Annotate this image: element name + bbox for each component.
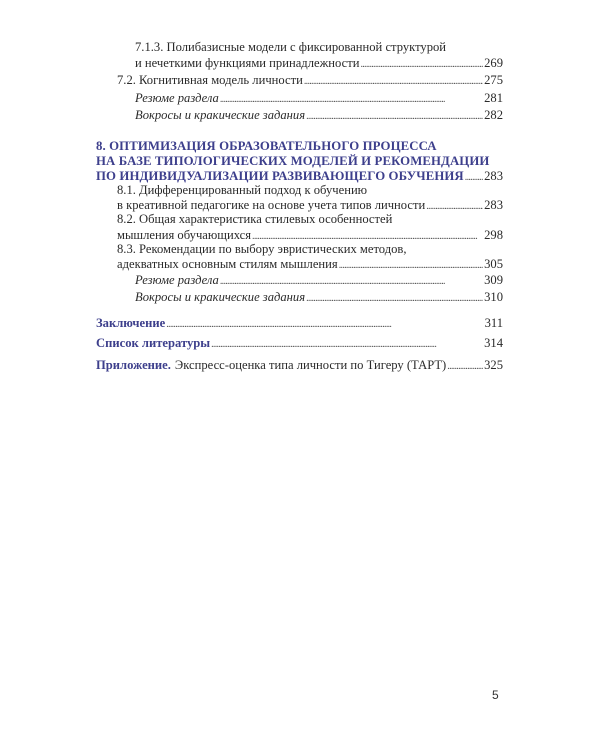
page-number: 5 bbox=[492, 688, 499, 702]
toc-83-line1: 8.3. Рекомендации по выбору эвристических методов, bbox=[117, 242, 407, 256]
toc-entry-8-summary[interactable] bbox=[135, 273, 503, 289]
toc-page-number: 275 bbox=[484, 73, 503, 87]
toc-713-line1: 7.1.3. Полибазисные модели с фиксированной структурой bbox=[135, 40, 447, 54]
toc-page-number: 283 bbox=[484, 198, 503, 212]
toc-appendix-text: Экспресс-оценка типа личности по Тигеру (ТАРТ) bbox=[174, 358, 447, 372]
toc-page-number: 283 bbox=[484, 169, 503, 183]
toc-82-line2: мышления обучающихся bbox=[117, 228, 252, 242]
leader-dots bbox=[304, 73, 483, 89]
toc-81-line2: в креативной педагогике на основе учета типов личности bbox=[117, 198, 426, 212]
leader-dots bbox=[220, 91, 483, 107]
leader-dots bbox=[211, 336, 483, 352]
toc-page-number: 298 bbox=[484, 228, 503, 242]
toc-conclusion-text: Заключение bbox=[96, 316, 166, 330]
toc-page-number: 310 bbox=[484, 290, 503, 304]
toc-713-line2: и нечеткими функциями принадлежности bbox=[135, 56, 360, 70]
leader-dots bbox=[447, 358, 483, 374]
toc-page-number: 309 bbox=[484, 273, 503, 287]
toc-entry-references[interactable] bbox=[96, 336, 503, 352]
toc-7-summary-text: Резюме раздела bbox=[135, 91, 219, 105]
toc-83-line2: адекватных основным стилям мышления bbox=[117, 257, 338, 271]
leader-dots bbox=[339, 257, 483, 273]
toc-entry-83[interactable] bbox=[117, 257, 503, 273]
leader-dots bbox=[166, 316, 483, 332]
chapter-8-title-line3: ПО ИНДИВИДУАЛИЗАЦИИ РАЗВИВАЮЩЕГО ОБУЧЕНИЯ bbox=[96, 169, 464, 183]
leader-dots bbox=[220, 273, 483, 289]
leader-dots bbox=[306, 290, 483, 306]
toc-page-number: 269 bbox=[484, 56, 503, 70]
toc-page-number: 314 bbox=[484, 336, 503, 350]
toc-entry-7-summary[interactable] bbox=[135, 91, 503, 107]
chapter-8-title-line2: НА БАЗЕ ТИПОЛОГИЧЕСКИХ МОДЕЛЕЙ И РЕКОМЕНДАЦИИ bbox=[96, 154, 490, 168]
toc-page-number: 282 bbox=[484, 108, 503, 122]
toc-page-number: 311 bbox=[484, 316, 503, 330]
toc-entry-7-questions[interactable] bbox=[135, 108, 503, 124]
toc-entry-appendix[interactable] bbox=[96, 358, 503, 374]
toc-entry-713[interactable] bbox=[135, 56, 503, 72]
leader-dots bbox=[306, 108, 483, 124]
toc-entry-8-questions[interactable] bbox=[135, 290, 503, 306]
toc-entry-72[interactable] bbox=[117, 73, 503, 89]
toc-7-questions-text: Вокросы и кракические задания bbox=[135, 108, 306, 122]
toc-page-number: 325 bbox=[484, 358, 503, 372]
toc-8-summary-text: Резюме раздела bbox=[135, 273, 219, 287]
leader-dots bbox=[465, 169, 483, 185]
toc-entry-conclusion[interactable] bbox=[96, 316, 503, 332]
chapter-8-title-line1: 8. ОПТИМИЗАЦИЯ ОБРАЗОВАТЕЛЬНОГО ПРОЦЕССА bbox=[96, 139, 437, 153]
toc-appendix-label: Приложение. bbox=[96, 358, 171, 372]
leader-dots bbox=[426, 198, 483, 214]
toc-page-number: 305 bbox=[484, 257, 503, 271]
toc-page-number: 281 bbox=[484, 91, 503, 105]
toc-82-line1: 8.2. Общая характеристика стилевых особенностей bbox=[117, 212, 393, 226]
toc-81-line1: 8.1. Дифференцированный подход к обучению bbox=[117, 183, 368, 197]
toc-references-text: Список литературы bbox=[96, 336, 211, 350]
leader-dots bbox=[360, 56, 483, 72]
toc-8-questions-text: Вокросы и кракические задания bbox=[135, 290, 306, 304]
toc-72-text: 7.2. Когнитивная модель личности bbox=[117, 73, 303, 87]
